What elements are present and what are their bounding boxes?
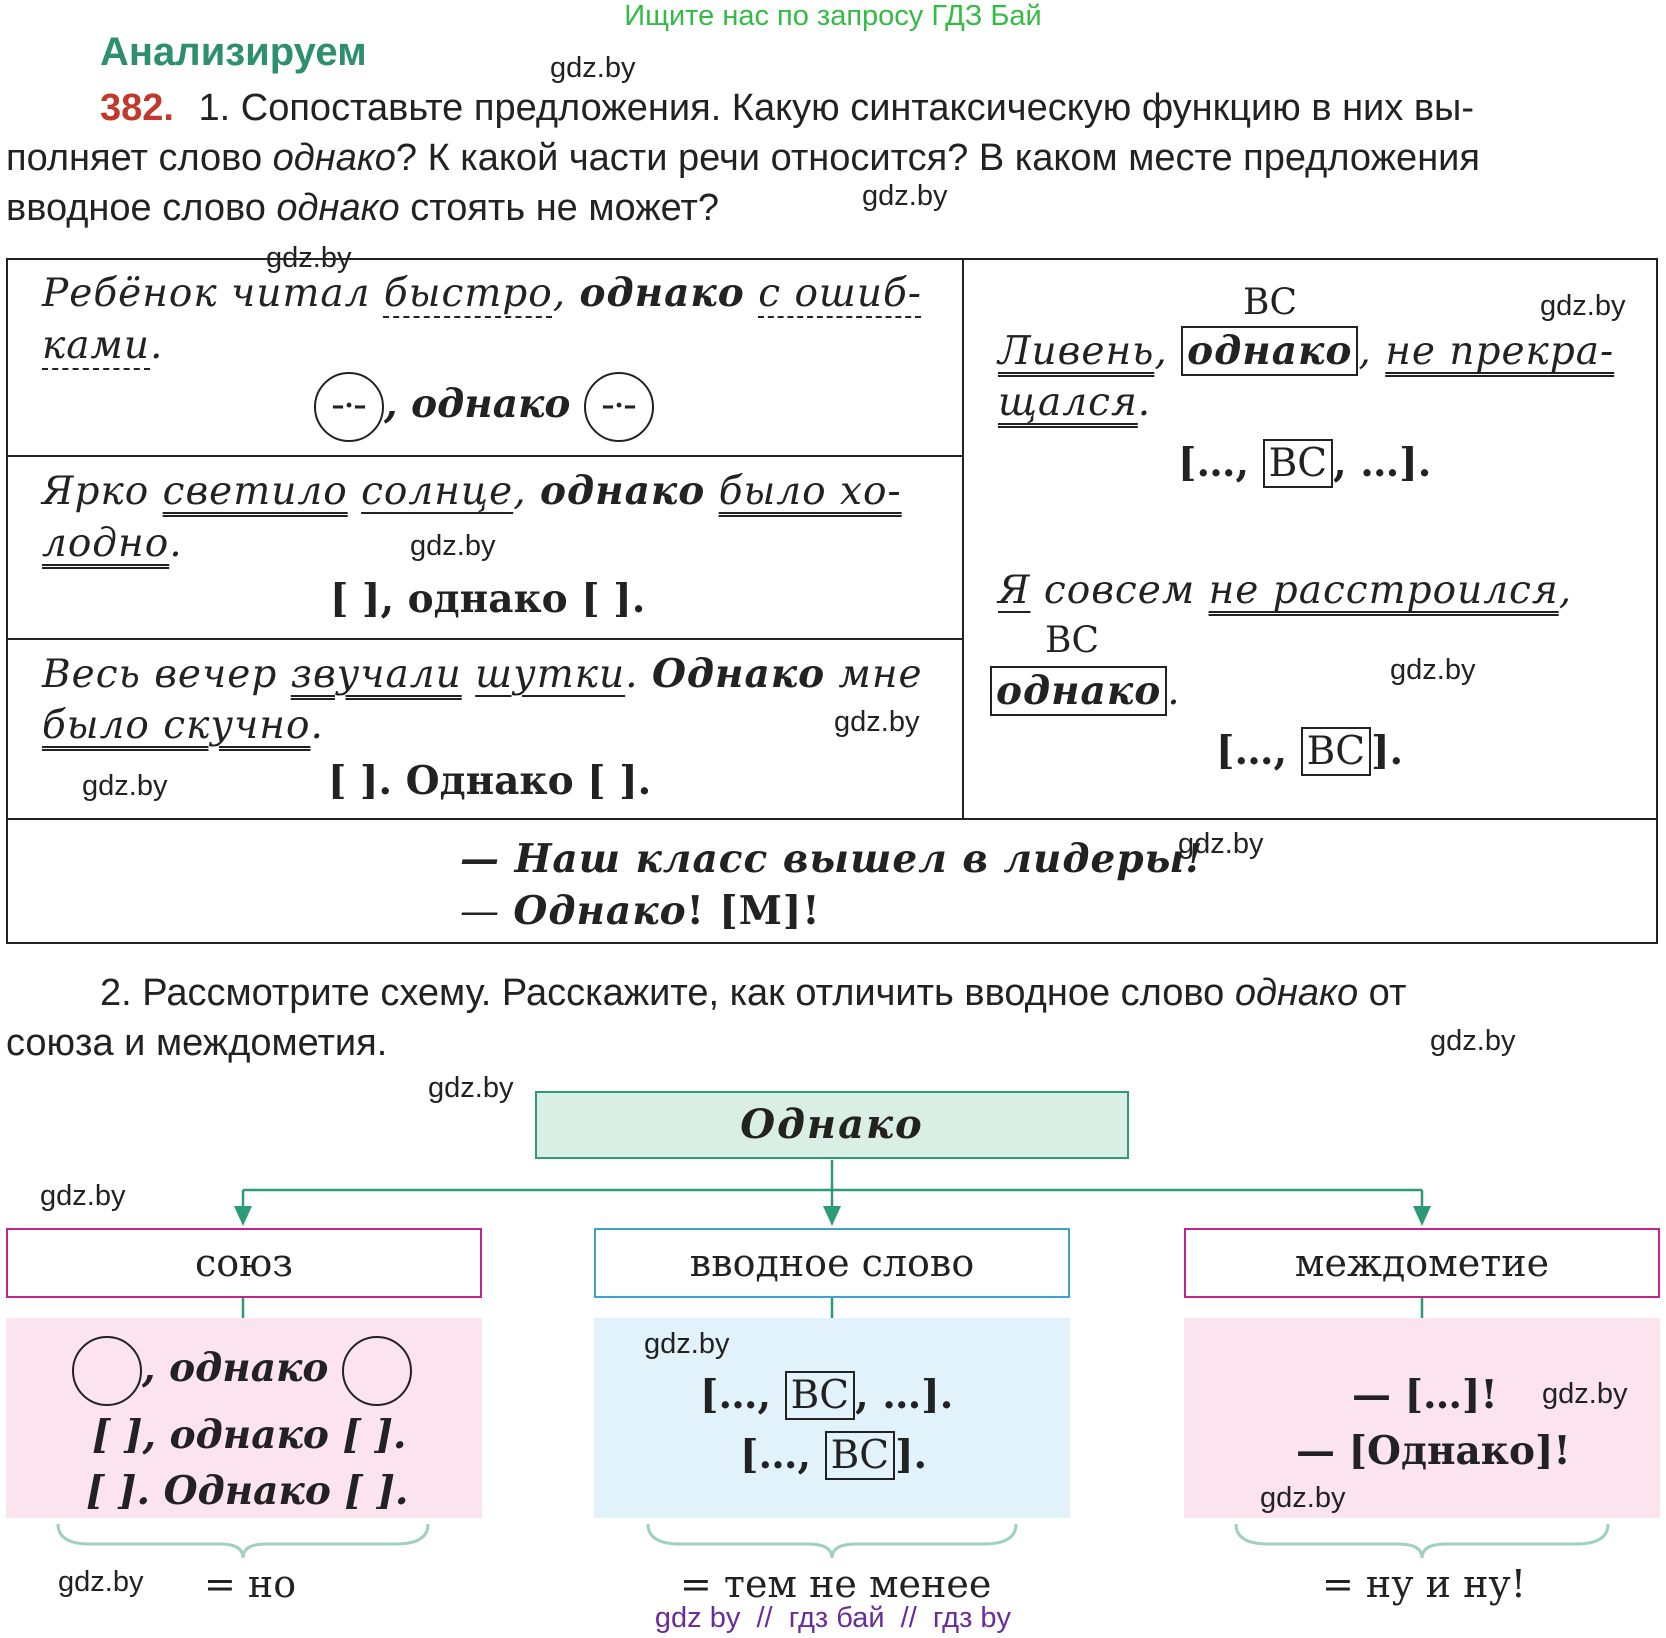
word-predicate: было скучно xyxy=(42,703,311,748)
word: . xyxy=(1167,669,1181,714)
scheme-2: [ ], однако [ ]. xyxy=(330,576,646,622)
watermark: gdz.by xyxy=(428,1072,514,1104)
conjunction-scheme-1 xyxy=(72,1336,412,1406)
watermark: gdz.by xyxy=(82,770,168,802)
watermark: gdz.by xyxy=(644,1328,730,1360)
scheme-text: […, xyxy=(700,1372,785,1418)
task2-line2: союза и междометия. xyxy=(6,1022,388,1064)
word: , xyxy=(1558,568,1573,613)
interjection-equivalent: = ну и ну! xyxy=(1322,1562,1527,1606)
watermark: gdz.by xyxy=(834,706,920,738)
word-predicate: звучали xyxy=(290,652,462,697)
word-adverbial: быстро xyxy=(383,271,553,316)
scheme-text: ]. xyxy=(1371,728,1404,774)
watermark: gdz.by xyxy=(862,180,948,212)
text-italic: однако xyxy=(276,187,400,229)
word-odnako: Однако xyxy=(513,888,687,934)
scheme-text: […, xyxy=(740,1432,825,1478)
promo-header: Ищите нас по запросу ГДЗ Бай xyxy=(624,0,1042,32)
text: ? К какой части речи относится? В каком месте предложения xyxy=(395,137,1480,179)
text: полняет слово xyxy=(6,137,273,179)
scheme-vs-box: ВС xyxy=(785,1371,856,1420)
watermark: gdz.by xyxy=(550,52,636,84)
word: , xyxy=(552,271,580,316)
word-predicate: было хо- xyxy=(718,469,902,514)
word-predicate: лодно xyxy=(42,521,170,566)
section-title: Анализируем xyxy=(100,30,367,74)
dialogue-line-1: — Наш класс вышел в лидеры! xyxy=(460,836,1204,882)
empty-circle xyxy=(72,1336,142,1406)
watermark: gdz.by xyxy=(1390,654,1476,686)
word-predicate: не прекра- xyxy=(1385,329,1615,374)
scheme-text: , однако xyxy=(142,1345,342,1391)
scheme-text: ! [М]! xyxy=(686,888,821,934)
scheme-text: […, xyxy=(1178,440,1263,486)
word: . xyxy=(150,323,164,368)
word: Ребёнок читал xyxy=(42,271,384,316)
scheme-vs-box: ВС xyxy=(825,1431,896,1480)
parenthetical-scheme-2 xyxy=(740,1432,927,1478)
word-odnako-boxed: однако xyxy=(1181,326,1358,376)
dash: — xyxy=(460,889,514,934)
branch-conjunction-box xyxy=(6,1228,482,1298)
vs-label: ВС xyxy=(1045,620,1099,661)
word: Ярко xyxy=(42,469,163,514)
word: . xyxy=(169,521,183,566)
diagram-root-box xyxy=(535,1091,1129,1159)
branch-label: междометие xyxy=(1294,1241,1550,1285)
branch-interjection-panel xyxy=(1184,1318,1660,1518)
circle-symbol: –·– xyxy=(331,391,367,421)
word-adverbial: с ошиб- xyxy=(758,271,922,316)
watermark: gdz.by xyxy=(58,1566,144,1598)
branch-interjection-box xyxy=(1184,1228,1660,1298)
word: . xyxy=(625,652,652,697)
word: , xyxy=(513,469,541,514)
word-odnako-boxed: однако xyxy=(990,666,1167,716)
watermark: gdz.by xyxy=(410,530,496,562)
parenthetical-equivalent: = тем не менее xyxy=(680,1562,992,1606)
text: стоять не может? xyxy=(399,187,720,229)
word: , xyxy=(1358,329,1386,374)
word-subject: солнце xyxy=(361,469,514,514)
text: вводное слово xyxy=(6,187,277,229)
word: . xyxy=(1137,380,1152,425)
empty-circle xyxy=(342,1336,412,1406)
exercise-number: 382. xyxy=(100,87,174,129)
scheme-text: […, xyxy=(1216,728,1301,774)
watermark: gdz.by xyxy=(1430,1025,1516,1057)
conjunction-scheme-2: [ ], однако [ ]. xyxy=(92,1412,407,1458)
watermark: gdz.by xyxy=(1542,1378,1628,1410)
watermark: gdz.by xyxy=(1260,1482,1346,1514)
watermark: gdz.by xyxy=(266,242,352,274)
text: 2. Рассмотрите схему. Расскажите, как отличить вводное слово xyxy=(100,972,1235,1014)
word: Весь вечер xyxy=(42,652,291,697)
watermark: gdz.by xyxy=(1178,828,1264,860)
word: совсем xyxy=(1030,568,1209,613)
conjunction-equivalent: = но xyxy=(204,1562,297,1606)
word-subject: шутки xyxy=(475,652,626,697)
scheme-3: [ ]. Однако [ ]. xyxy=(328,758,652,804)
word-odnako: Однако xyxy=(651,651,826,697)
word: , xyxy=(1154,329,1182,374)
scheme-vs-box: ВС xyxy=(1263,439,1334,488)
branch-label: союз xyxy=(195,1241,293,1285)
vs-label: ВС xyxy=(1243,282,1297,323)
text-italic: однако xyxy=(1234,972,1359,1014)
word-subject: Я xyxy=(998,568,1031,613)
watermark: gdz.by xyxy=(40,1180,126,1212)
scheme-text: ]. xyxy=(895,1432,928,1478)
branch-parenthetical-box xyxy=(594,1228,1070,1298)
word-odnako: однако xyxy=(540,468,706,514)
scheme-text: , …]. xyxy=(855,1372,954,1418)
parenthetical-scheme-1 xyxy=(700,1372,953,1418)
word: . xyxy=(310,703,324,748)
circle-symbol: –·– xyxy=(601,391,637,421)
word-odnako: однако xyxy=(579,270,745,316)
text-italic: однако xyxy=(272,137,396,179)
scheme-vs-box: ВС xyxy=(1301,727,1372,776)
footer-watermark: gdz by // гдз бай // гдз by xyxy=(654,1602,1012,1634)
branch-label: вводное слово xyxy=(689,1241,975,1285)
text: от xyxy=(1358,972,1407,1014)
task1-text: 1. Сопоставьте предложения. Какую синтаксическую функцию в них вы- xyxy=(198,87,1474,129)
conjunction-scheme-3: [ ]. Однако [ ]. xyxy=(86,1468,409,1514)
watermark: gdz.by xyxy=(1540,290,1626,322)
scheme-text: , …]. xyxy=(1333,440,1432,486)
interjection-scheme-1: — […]! xyxy=(1352,1372,1498,1418)
word-predicate: щался xyxy=(998,380,1138,425)
word-predicate: светило xyxy=(162,469,348,514)
word-predicate: не расстроился xyxy=(1208,568,1559,613)
diagram-root-label: Однако xyxy=(740,1101,924,1148)
word-adverbial: ками xyxy=(42,323,150,368)
scheme-text: , однако xyxy=(384,381,584,427)
word-predicate: Ливень xyxy=(998,329,1155,374)
interjection-scheme-2: — [Однако]! xyxy=(1296,1428,1571,1474)
word: мне xyxy=(825,652,923,697)
